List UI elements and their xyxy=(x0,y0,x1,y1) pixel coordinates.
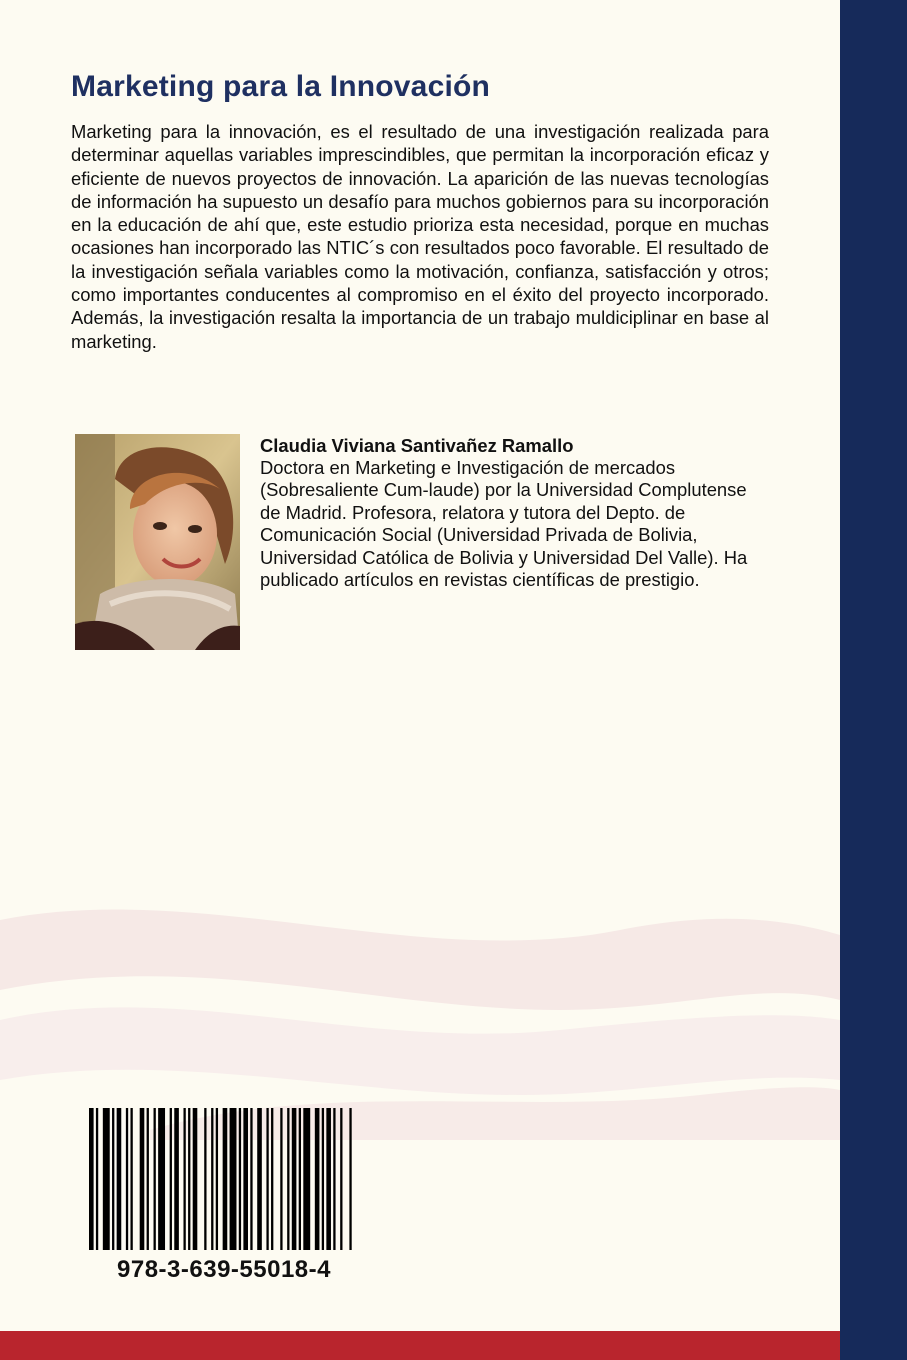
author-name: Claudia Viviana Santivañez Ramallo xyxy=(260,435,574,456)
decorative-wave-background xyxy=(0,880,840,1140)
book-description: Marketing para la innovación, es el resultado de una investigación realizada para determinar aquellas variables imprescindibles, que permitan la incorporación eficaz y eficiente de nuevos proyectos de innovación. La aparición de las nuevas tecnologías de información ha supuesto un desafío para muchos gobiernos para su incorporación en la educación de ahí que, este estudio prioriza esta necesidad, porque en muchas ocasiones han incorporado las NTIC´s con resultados poco favorable. El resultado de la investigación señala variables como la motivación, confianza, satisfacción y otros; como importantes conducentes al compromiso en el éxito del proyecto incorporado. Además, la investigación resalta la importancia de un trabajo muldiciplinar en base al marketing. xyxy=(71,121,769,352)
isbn-number: 978-3-639-55018-4 xyxy=(117,1256,331,1283)
bottom-color-band xyxy=(0,1331,840,1360)
barcode-icon xyxy=(89,1108,354,1250)
book-title: Marketing para la Innovación xyxy=(71,70,491,103)
spine-color-band xyxy=(840,0,907,1360)
author-bio: Doctora en Marketing e Investigación de mercados (Sobresaliente Cum-laude) por la Universidad Complutense de Madrid. Profesora, relatora y tutora del Depto. de Comunicación Social (Universidad Privada de Bolivia, Universidad Católica de Bolivia y Universidad Del Valle). Ha publicado artículos en revistas científicas de prestigio. xyxy=(260,457,748,591)
author-photo xyxy=(75,434,240,650)
author-info xyxy=(260,434,760,591)
